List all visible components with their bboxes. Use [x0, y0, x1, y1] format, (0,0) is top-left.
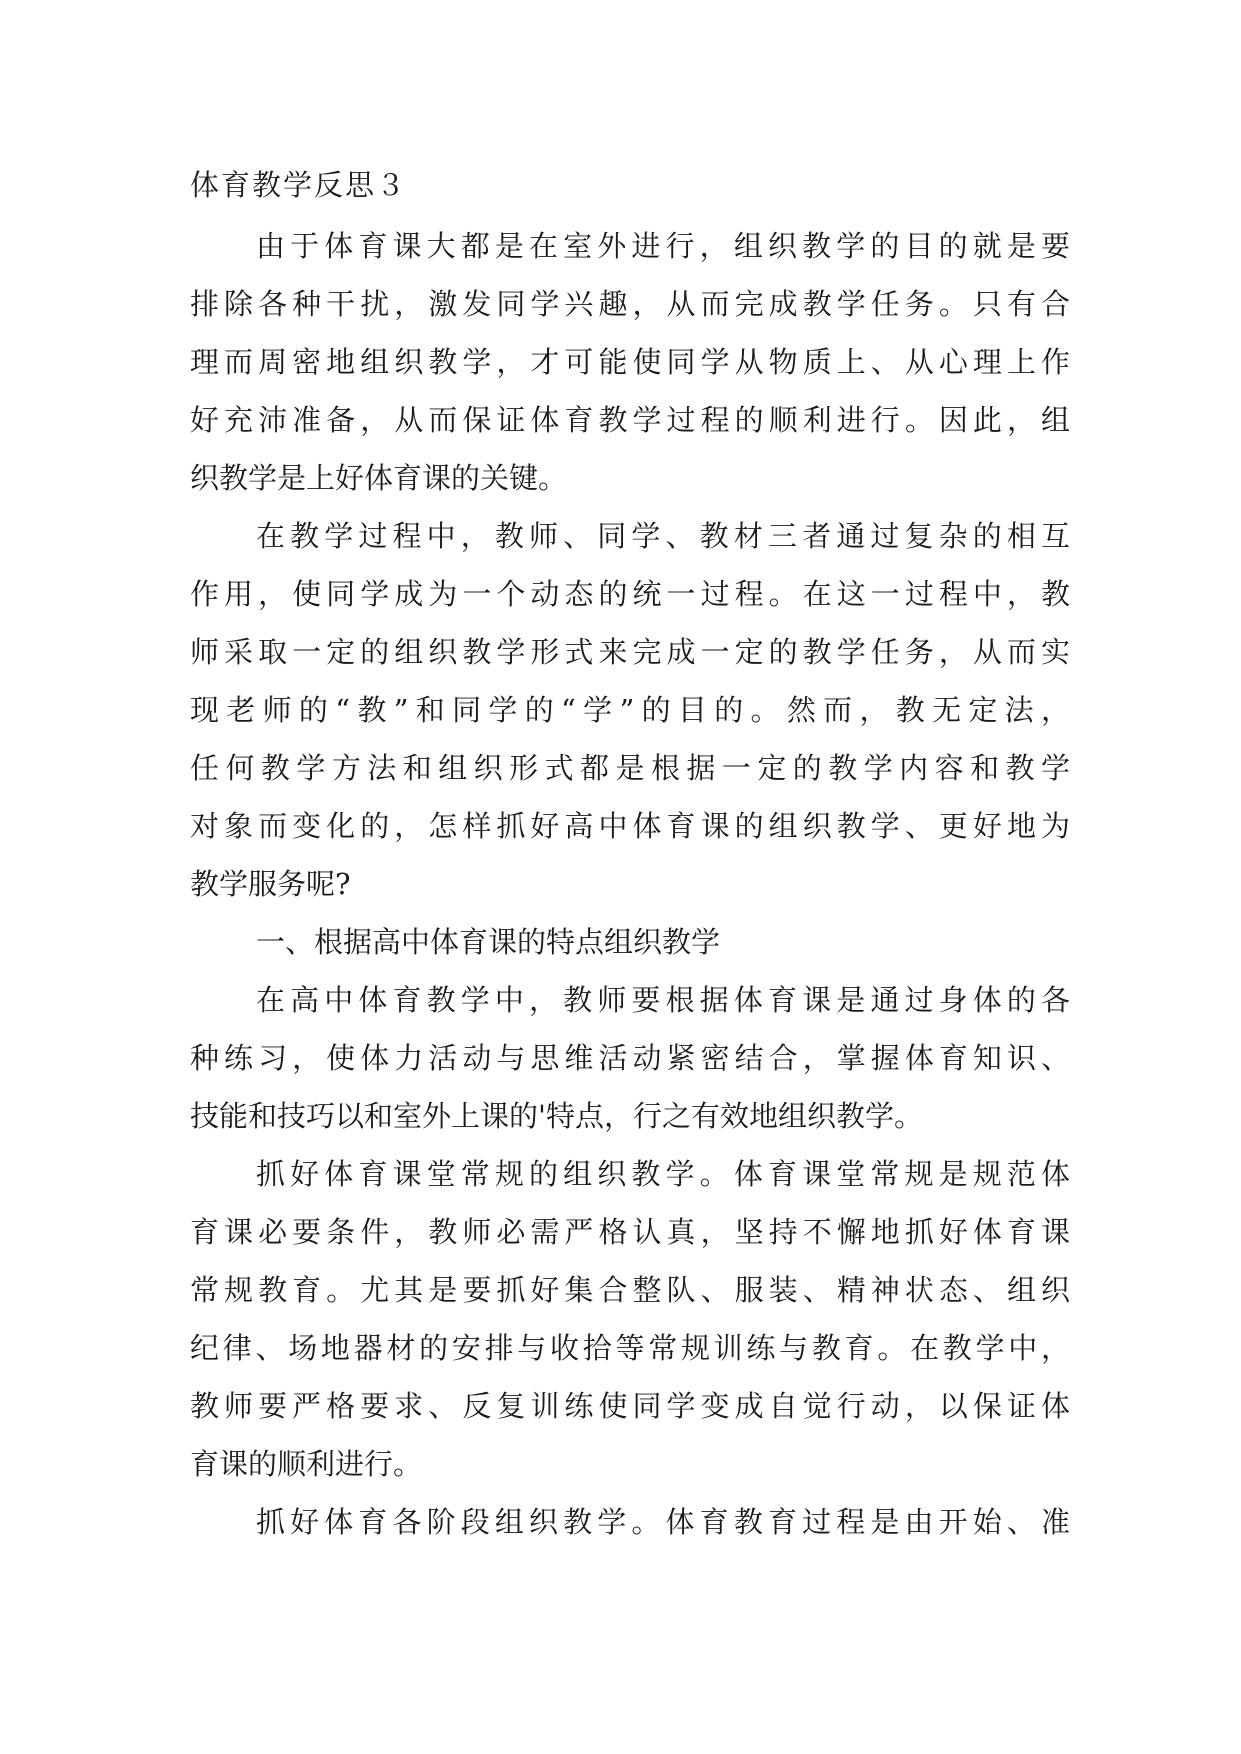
document-title: 体育教学反思３	[190, 168, 408, 202]
paragraph-line: 作用，使同学成为一个动态的统一过程。在这一过程中，教	[190, 577, 1070, 611]
paragraph-line: 对象而变化的，怎样抓好高中体育课的组织教学、更好地为	[190, 809, 1070, 843]
section-heading: 一、根据高中体育课的特点组织教学	[256, 925, 721, 959]
paragraph-line: 抓好体育各阶段组织教学。体育教育过程是由开始、准	[256, 1505, 1070, 1539]
paragraph-line: 现老师的“教”和同学的“学”的目的。然而，教无定法，	[190, 693, 1070, 727]
paragraph-line: 常规教育。尤其是要抓好集合整队、服装、精神状态、组织	[190, 1273, 1070, 1307]
paragraph-line: 种练习，使体力活动与思维活动紧密结合，掌握体育知识、	[190, 1041, 1070, 1075]
paragraph-line: 排除各种干扰，激发同学兴趣，从而完成教学任务。只有合	[190, 287, 1070, 321]
paragraph-line: 技能和技巧以和室外上课的'特点，行之有效地组织教学。	[190, 1099, 923, 1133]
paragraph-line: 织教学是上好体育课的关键。	[190, 461, 568, 495]
paragraph-line: 好充沛准备，从而保证体育教学过程的顺利进行。因此，组	[190, 403, 1070, 437]
paragraph-line: 由于体育课大都是在室外进行，组织教学的目的就是要	[256, 229, 1070, 263]
paragraph-line: 理而周密地组织教学，才可能使同学从物质上、从心理上作	[190, 345, 1070, 379]
paragraph-line: 在高中体育教学中，教师要根据体育课是通过身体的各	[256, 983, 1070, 1017]
paragraph-line: 在教学过程中，教师、同学、教材三者通过复杂的相互	[256, 519, 1070, 553]
paragraph-line: 纪律、场地器材的安排与收拾等常规训练与教育。在教学中，	[190, 1331, 1070, 1365]
paragraph-line: 育课必要条件，教师必需严格认真，坚持不懈地抓好体育课	[190, 1215, 1070, 1249]
paragraph-line: 任何教学方法和组织形式都是根据一定的教学内容和教学	[190, 751, 1070, 785]
paragraph-line: 抓好体育课堂常规的组织教学。体育课堂常规是规范体	[256, 1157, 1070, 1191]
paragraph-line: 师采取一定的组织教学形式来完成一定的教学任务，从而实	[190, 635, 1070, 669]
paragraph-line: 教学服务呢?	[190, 867, 351, 901]
paragraph-line: 育课的顺利进行。	[190, 1447, 423, 1481]
paragraph-line: 教师要严格要求、反复训练使同学变成自觉行动，以保证体	[190, 1389, 1070, 1423]
